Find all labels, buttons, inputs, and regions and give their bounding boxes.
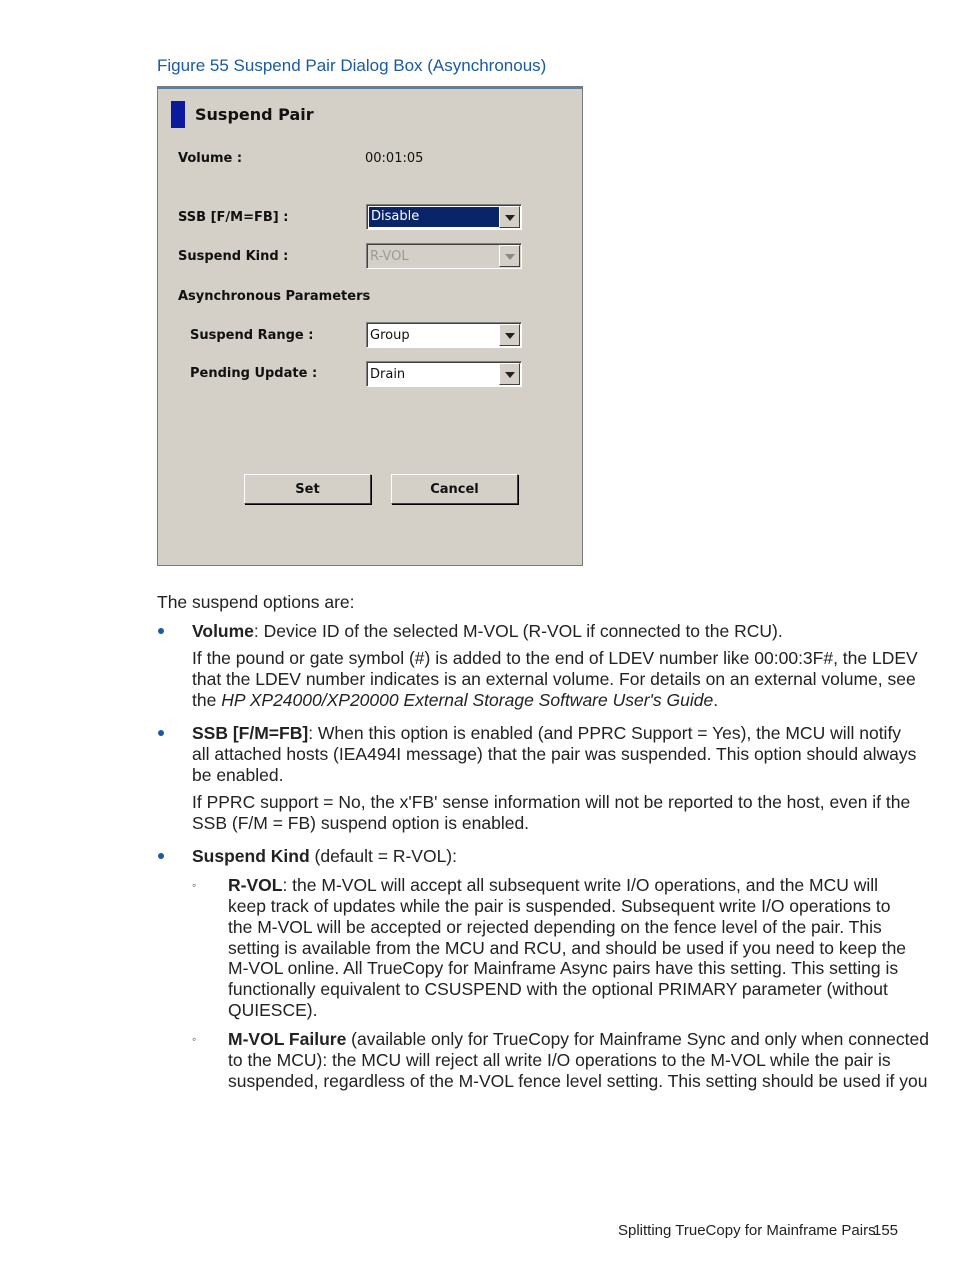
set-button[interactable]: Set xyxy=(244,474,371,504)
ssb-select-value: Disable xyxy=(369,207,499,227)
volume-note-suffix: . xyxy=(713,690,719,710)
figure-caption: Figure 55 Suspend Pair Dialog Box (Asynchronous) xyxy=(157,56,547,75)
volume-note-line-3 xyxy=(192,690,718,711)
mvol-desc: (available only for TrueCopy for Mainframe Sync and only when connected xyxy=(346,1029,929,1049)
rvol-line-4: setting is available from the MCU and RCU, and should be used if you need to keep the xyxy=(228,938,907,958)
chevron-down-icon[interactable] xyxy=(499,363,520,385)
rvol-line-3: the M-VOL will be accepted or rejected depending on the fence level of the pair. This xyxy=(228,917,882,937)
intro-text: The suspend options are: xyxy=(157,592,355,612)
mvol-term: M-VOL Failure xyxy=(228,1029,347,1049)
footer-section-title: Splitting TrueCopy for Mainframe Pairs xyxy=(618,1222,876,1239)
chevron-down-icon[interactable] xyxy=(499,206,520,228)
rvol-term: R-VOL xyxy=(228,875,283,895)
rvol-line-6: functionally equivalent to CSUSPEND with the optional PRIMARY parameter (without xyxy=(228,979,888,999)
suspend-range-value: Group xyxy=(370,328,410,343)
suspend-kind-item xyxy=(192,846,457,867)
dialog-top-border xyxy=(158,87,582,89)
rvol-line-2: keep track of updates while the pair is suspended. Subsequent write I/O operations to xyxy=(228,896,891,916)
bullet-icon xyxy=(158,730,164,736)
ssb-select[interactable] xyxy=(366,204,522,230)
dialog-header-marker xyxy=(171,101,185,128)
pending-update-label: Pending Update : xyxy=(190,366,318,381)
suspend-kind-value: R-VOL xyxy=(370,249,409,264)
rvol-desc: : the M-VOL will accept all subsequent write I/O operations, and the MCU will xyxy=(282,875,879,895)
volume-note-line-2: that the LDEV number indicates is an external volume. For details on an external volume, see xyxy=(192,669,916,689)
volume-value: 00:01:05 xyxy=(365,151,424,166)
ssb-desc-line-2: all attached hosts (IEA494I message) that the pair was suspended. This option should always xyxy=(192,744,917,764)
pending-update-value: Drain xyxy=(370,367,406,382)
ssb-note-line-2: SSB (F/M = FB) suspend option is enabled. xyxy=(192,813,530,833)
sub-bullet-icon: ◦ xyxy=(192,1032,197,1046)
bullet-icon xyxy=(158,853,164,859)
volume-desc: : Device ID of the selected M-VOL (R-VOL if connected to the RCU). xyxy=(253,621,783,641)
rvol-line-5: M-VOL online. All TrueCopy for Mainframe Async pairs have this setting. This setting is xyxy=(228,958,899,978)
ssb-term: SSB [F/M=FB] xyxy=(192,723,309,743)
ssb-note-line-1: If PPRC support = No, the x'FB' sense information will not be reported to the host, even if the xyxy=(192,792,911,812)
volume-label: Volume : xyxy=(178,151,243,166)
mvol-line-1 xyxy=(228,1029,929,1050)
suspend-range-select[interactable] xyxy=(366,322,522,348)
mvol-line-2: to the MCU): the MCU will reject all write I/O operations to the M-VOL while the pair is xyxy=(228,1050,891,1070)
volume-note-line-1: If the pound or gate symbol (#) is added to the end of LDEV number like 00:00:3F#, the LDEV xyxy=(192,648,918,668)
async-parameters-heading: Asynchronous Parameters xyxy=(178,289,371,304)
cancel-button[interactable]: Cancel xyxy=(391,474,518,504)
bullet-icon xyxy=(158,628,164,634)
ssb-desc-line-3: be enabled. xyxy=(192,765,284,785)
guide-title: HP XP24000/XP20000 External Storage Software User's Guide xyxy=(221,690,714,710)
rvol-line-7: QUIESCE). xyxy=(228,1000,318,1020)
page-number: 155 xyxy=(873,1222,899,1239)
volume-note-prefix: the xyxy=(192,690,222,710)
ssb-label: SSB [F/M=FB] : xyxy=(178,210,289,225)
mvol-line-3: suspended, regardless of the M-VOL fence level setting. This setting should be used if you xyxy=(228,1071,928,1091)
ssb-item xyxy=(192,723,901,744)
volume-term: Volume xyxy=(192,621,254,641)
chevron-down-icon xyxy=(499,245,520,267)
sub-bullet-icon: ◦ xyxy=(192,878,197,892)
suspend-kind-desc: (default = R-VOL): xyxy=(309,846,457,866)
chevron-down-icon[interactable] xyxy=(499,324,520,346)
volume-item xyxy=(192,621,783,642)
suspend-range-label: Suspend Range : xyxy=(190,328,314,343)
ssb-desc-line-1: : When this option is enabled (and PPRC Support = Yes), the MCU will notify xyxy=(308,723,902,743)
dialog-title: Suspend Pair xyxy=(195,105,314,124)
suspend-kind-select xyxy=(366,243,522,269)
suspend-pair-dialog xyxy=(157,86,583,566)
suspend-kind-label: Suspend Kind : xyxy=(178,249,289,264)
pending-update-select[interactable] xyxy=(366,361,522,387)
suspend-kind-term: Suspend Kind xyxy=(192,846,310,866)
rvol-line-1 xyxy=(228,875,878,896)
